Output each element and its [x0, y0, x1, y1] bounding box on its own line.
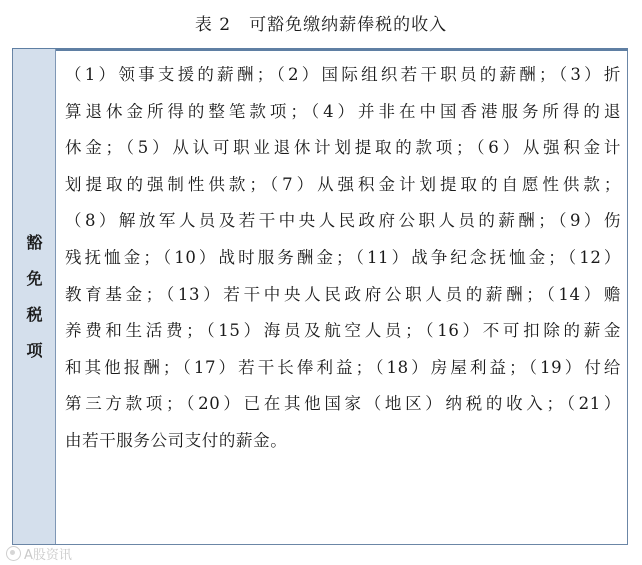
- content-line: 残抚恤金；（10）战时服务酬金；（11）战争纪念抚恤金；（12）: [65, 247, 621, 267]
- content-line: 由若干服务公司支付的薪金。: [65, 430, 288, 450]
- content-line: 教育基金；（13）若干中央人民政府公职人员的薪酬；（14）赡: [65, 284, 621, 304]
- row-label: 豁 免 税 项: [26, 233, 43, 360]
- content-line: 划提取的强制性供款；（7）从强积金计划提取的自愿性供款；: [65, 174, 621, 194]
- exemption-items-cell: [65, 57, 621, 460]
- content-line: （1）领事支援的薪酬；（2）国际组织若干职员的薪酬；（3）折: [65, 65, 621, 84]
- watermark-logo-icon: [6, 546, 21, 561]
- row-label-cell: [13, 49, 56, 544]
- content-line: 算退休金所得的整笔款项；（4）并非在中国香港服务所得的退: [65, 101, 621, 121]
- content-line: 第三方款项；（20）已在其他国家（地区）纳税的收入；（21）: [65, 394, 621, 414]
- exemption-table: [12, 48, 628, 545]
- table-top-rule: [12, 48, 628, 51]
- watermark-text: A股资讯: [24, 548, 72, 563]
- content-line: （8）解放军人员及若干中央人民政府公职人员的薪酬；（9）伤: [65, 211, 621, 231]
- watermark: [6, 544, 72, 563]
- table-caption: 表 2 可豁免缴纳薪俸税的收入: [194, 15, 448, 35]
- content-line: 和其他报酬；（17）若干长俸利益；（18）房屋利益；（19）付给: [65, 357, 621, 377]
- content-line: 养费和生活费；（15）海员及航空人员；（16）不可扣除的薪金: [65, 321, 621, 341]
- content-line: 休金；（5）从认可职业退休计划提取的款项；（6）从强积金计: [65, 138, 621, 158]
